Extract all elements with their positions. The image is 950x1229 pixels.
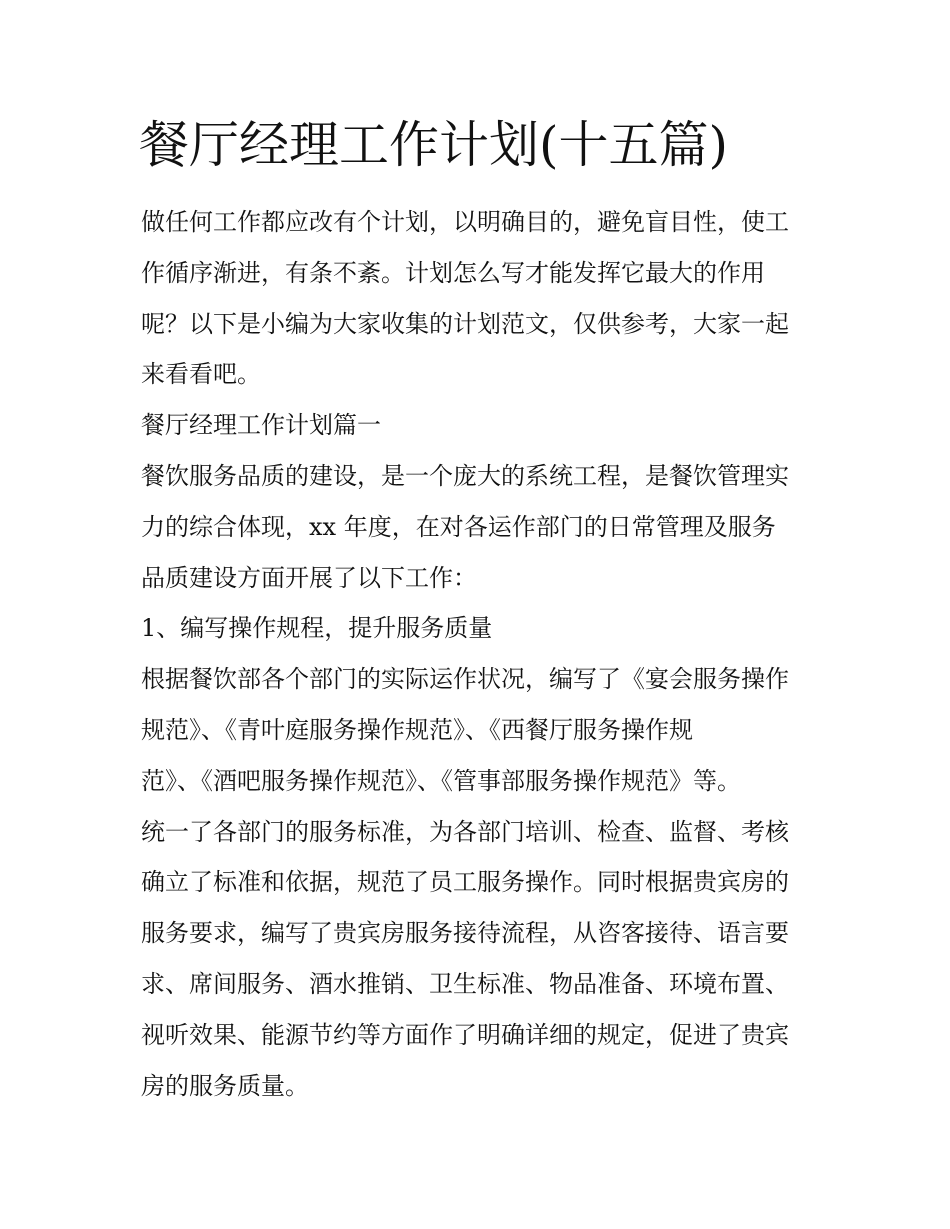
text-line: 求、席间服务、酒水推销、卫生标准、物品准备、环境布置、 [141,969,789,998]
body-paragraph [141,659,821,1116]
text-line: 范》、《酒吧服务操作规范》、《管事部服务操作规范》等。 [141,766,741,795]
text-line: 根据餐饮部各个部门的实际运作状况，编写了《宴会服务操作 [141,665,789,694]
document-body [141,202,821,1116]
text-line: 房的服务质量。 [141,1071,309,1100]
text-line: 品质建设方面开展了以下工作： [141,563,477,592]
text-line: 呢？以下是小编为大家收集的计划范文，仅供参考，大家一起 [141,309,789,338]
text-line: 做任何工作都应改有个计划，以明确目的，避免盲目性，使工 [141,208,789,236]
body-paragraph [141,456,821,608]
text-line: 1、编写操作规程，提升服务质量 [141,614,493,643]
intro-paragraph [141,202,821,405]
text-line: 视听效果、能源节约等方面作了明确详细的规定，促进了贵宾 [141,1020,789,1049]
text-line: 统一了各部门的服务标准，为各部门培训、检查、监督、考核 [141,817,789,846]
text-line: 规范》、《青叶庭服务操作规范》、《西餐厅服务操作规 [141,715,693,744]
text-line: 餐饮服务品质的建设，是一个庞大的系统工程，是餐饮管理实 [141,461,789,490]
document-title: 餐厅经理工作计划(十五篇) [139,116,729,174]
section-subheading [141,608,821,659]
section-heading [141,405,821,456]
text-line: 确立了标准和依据，规范了员工服务操作。同时根据贵宾房的 [141,868,789,897]
text-line: 来看看吧。 [141,360,261,389]
text-line: 餐厅经理工作计划篇一 [141,411,381,440]
text-line: 力的综合体现，xx 年度，在对各运作部门的日常管理及服务 [141,512,776,541]
text-line: 作循序渐进，有条不紊。计划怎么写才能发挥它最大的作用 [141,258,765,287]
text-line: 服务要求，编写了贵宾房服务接待流程，从咨客接待、语言要 [141,919,789,948]
